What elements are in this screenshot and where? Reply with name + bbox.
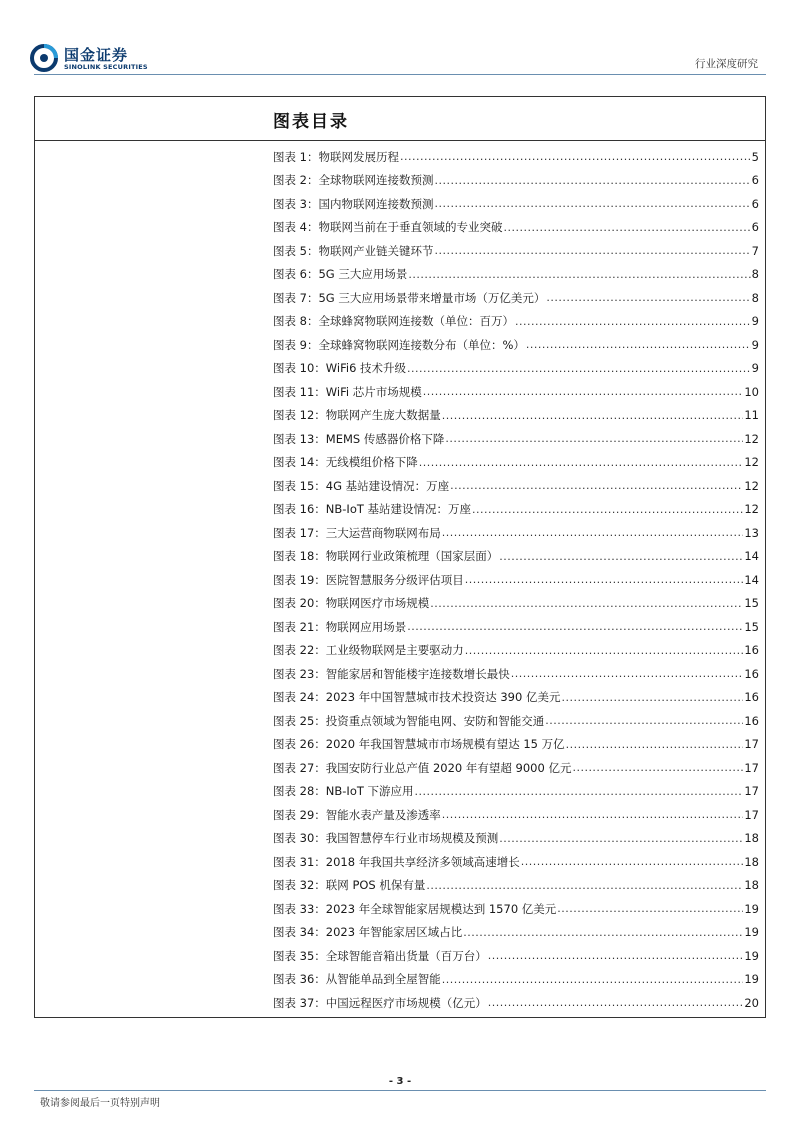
toc-entry-page: 7 [751,243,759,258]
toc-dot-leader [445,432,743,445]
toc-entry-page: 6 [751,196,759,211]
toc-entry[interactable] [273,615,759,639]
toc-entry-label: 图表 23：智能家居和智能楼宇连接数增长最快 [273,666,510,681]
toc-entry-label: 图表 1：物联网发展历程 [273,149,399,164]
header-divider [34,74,766,75]
logo-chinese-name: 国金证券 [64,46,129,64]
toc-entry-page: 9 [751,314,759,329]
toc-dot-leader [557,902,743,915]
toc-entry-page: 6 [751,173,759,188]
toc-dot-leader [488,996,744,1009]
toc-entry-page: 19 [744,901,759,916]
toc-dot-leader [434,244,750,257]
toc-entry[interactable] [273,850,759,874]
toc-title: 图表目录 [273,112,349,132]
toc-entry-label: 图表 14：无线模组价格下降 [273,455,418,470]
toc-entry-page: 14 [744,572,759,587]
toc-dot-leader [472,503,743,516]
toc-entry-label: 图表 27：我国安防行业总产值 2020 年有望超 9000 亿元 [273,760,572,775]
toc-entry[interactable] [273,380,759,404]
toc-dot-leader [408,268,750,281]
toc-entry[interactable] [273,921,759,945]
toc-entry-page: 9 [751,337,759,352]
toc-entry-page: 18 [744,831,759,846]
toc-entry[interactable] [273,286,759,310]
toc-entry-page: 17 [744,760,759,775]
toc-dot-leader [434,174,750,187]
toc-entry-page: 13 [744,525,759,540]
toc-entry[interactable] [273,333,759,357]
toc-entry[interactable] [273,521,759,545]
toc-dot-leader [450,479,743,492]
toc-entry[interactable] [273,239,759,263]
toc-entry-page: 15 [744,596,759,611]
toc-entry[interactable] [273,662,759,686]
toc-entry[interactable] [273,427,759,451]
toc-entry-label: 图表 28：NB-IoT 下游应用 [273,784,414,799]
toc-entry-label: 图表 21：物联网应用场景 [273,619,407,634]
toc-entry-label: 图表 22：工业级物联网是主要驱动力 [273,643,464,658]
toc-dot-leader [572,761,743,774]
toc-entry[interactable] [273,803,759,827]
page-number: - 3 - [388,1076,412,1087]
toc-entry-label: 图表 19：医院智慧服务分级评估项目 [273,572,464,587]
toc-entry[interactable] [273,944,759,968]
toc-entry-page: 19 [744,972,759,987]
toc-dot-leader [415,785,744,798]
toc-entry-page: 6 [751,220,759,235]
toc-entry-page: 19 [744,925,759,940]
toc-entry-page: 5 [751,149,759,164]
toc-entry[interactable] [273,897,759,921]
toc-entry-label: 图表 9：全球蜂窝物联网连接数分布（单位：%） [273,337,525,352]
toc-entry[interactable] [273,216,759,240]
toc-box [34,96,766,1018]
toc-entry-label: 图表 32：联网 POS 机保有量 [273,878,426,893]
toc-entry[interactable] [273,968,759,992]
sinolink-logo-icon [30,44,58,72]
toc-entry-page: 12 [744,502,759,517]
toc-dot-leader [434,197,750,210]
toc-entry[interactable] [273,145,759,169]
toc-entry[interactable] [273,568,759,592]
toc-dot-leader [488,949,744,962]
toc-entry-page: 12 [744,478,759,493]
toc-dot-leader [526,338,751,351]
toc-entry-page: 16 [744,713,759,728]
toc-entry-page: 12 [744,455,759,470]
toc-entry-label: 图表 3：国内物联网连接数预测 [273,196,434,211]
toc-entry-page: 11 [744,408,759,423]
toc-entry-label: 图表 34：2023 年智能家居区域占比 [273,925,463,940]
toc-dot-leader [430,597,743,610]
toc-entry[interactable] [273,592,759,616]
toc-entry-label: 图表 18：物联网行业政策梳理（国家层面） [273,549,499,564]
toc-dot-leader [463,926,743,939]
footer-divider [34,1090,766,1091]
toc-entry-page: 12 [744,431,759,446]
toc-entry-page: 17 [744,784,759,799]
toc-entry-label: 图表 8：全球蜂窝物联网连接数（单位：百万） [273,314,514,329]
toc-entry-label: 图表 2：全球物联网连接数预测 [273,173,434,188]
toc-dot-leader [465,573,744,586]
toc-entry[interactable] [273,263,759,287]
toc-entry-label: 图表 12：物联网产生庞大数据量 [273,408,441,423]
toc-entry[interactable] [273,639,759,663]
toc-entry-label: 图表 7：5G 三大应用场景带来增量市场（万亿美元） [273,290,546,305]
toc-entry-label: 图表 26：2020 年我国智慧城市市场规模有望达 15 万亿 [273,737,565,752]
toc-dot-leader [442,409,744,422]
toc-title-row [35,97,765,141]
toc-entry[interactable] [273,709,759,733]
toc-dot-leader [499,550,743,563]
toc-entry-label: 图表 35：全球智能音箱出货量（百万台） [273,948,487,963]
toc-entry-page: 17 [744,807,759,822]
toc-entry[interactable] [273,756,759,780]
company-logo [30,42,160,76]
toc-entry[interactable] [273,686,759,710]
toc-entry-page: 18 [744,854,759,869]
toc-entry-label: 图表 17：三大运营商物联网布局 [273,525,441,540]
toc-entry-label: 图表 10：WiFi6 技术升级 [273,361,407,376]
toc-entry[interactable] [273,169,759,193]
toc-entry-label: 图表 33：2023 年全球智能家居规模达到 1570 亿美元 [273,901,557,916]
toc-entry[interactable] [273,357,759,381]
toc-entry-label: 图表 37：中国远程医疗市场规模（亿元） [273,995,487,1010]
toc-dot-leader [561,691,743,704]
toc-entry-page: 8 [751,290,759,305]
toc-dot-leader [566,738,744,751]
toc-dot-leader [442,526,744,539]
toc-entry-page: 8 [751,267,759,282]
toc-entry-label: 图表 20：物联网医疗市场规模 [273,596,430,611]
toc-dot-leader [423,385,744,398]
toc-entry-page: 16 [744,690,759,705]
toc-entry[interactable] [273,404,759,428]
toc-entry[interactable] [273,192,759,216]
toc-dot-leader [426,879,743,892]
toc-entry-label: 图表 29：智能水表产量及渗透率 [273,807,441,822]
toc-dot-leader [407,620,743,633]
toc-dot-leader [503,221,750,234]
toc-entry[interactable] [273,991,759,1015]
toc-entry-label: 图表 24：2023 年中国智慧城市技术投资达 390 亿美元 [273,690,561,705]
toc-entry-page: 15 [744,619,759,634]
toc-entry-label: 图表 25：投资重点领域为智能电网、安防和智能交通 [273,713,545,728]
toc-entry-page: 9 [751,361,759,376]
toc-entry[interactable] [273,451,759,475]
toc-entry-page: 16 [744,643,759,658]
toc-entry-label: 图表 36：从智能单品到全屋智能 [273,972,441,987]
toc-entry-label: 图表 30：我国智慧停车行业市场规模及预测 [273,831,499,846]
document-type: 行业深度研究 [695,58,758,70]
logo-english-name: SINOLINK SECURITIES [64,63,148,71]
toc-dot-leader [515,315,751,328]
toc-entry[interactable] [273,310,759,334]
toc-entry[interactable] [273,780,759,804]
toc-dot-leader [442,808,744,821]
toc-dot-leader [442,973,744,986]
toc-entry-label: 图表 6：5G 三大应用场景 [273,267,408,282]
toc-dot-leader [521,855,744,868]
toc-list [273,145,759,1015]
toc-entry-label: 图表 31：2018 年我国共享经济多领域高速增长 [273,854,520,869]
toc-dot-leader [400,150,751,163]
toc-entry[interactable] [273,827,759,851]
toc-entry-label: 图表 11：WiFi 芯片市场规模 [273,384,422,399]
toc-entry[interactable] [273,474,759,498]
toc-entry-label: 图表 5：物联网产业链关键环节 [273,243,434,258]
toc-dot-leader [511,667,744,680]
toc-entry-page: 19 [744,948,759,963]
toc-entry-page: 14 [744,549,759,564]
toc-entry-label: 图表 16：NB-IoT 基站建设情况：万座 [273,502,472,517]
toc-dot-leader [545,714,743,727]
toc-entry[interactable] [273,733,759,757]
toc-dot-leader [407,362,751,375]
page-header [0,0,800,80]
toc-entry[interactable] [273,498,759,522]
toc-entry-page: 17 [744,737,759,752]
toc-dot-leader [465,644,744,657]
toc-entry[interactable] [273,874,759,898]
toc-entry[interactable] [273,545,759,569]
toc-entry-page: 10 [744,384,759,399]
toc-entry-page: 18 [744,878,759,893]
toc-entry-label: 图表 4：物联网当前在于垂直领域的专业突破 [273,220,503,235]
toc-entry-label: 图表 15：4G 基站建设情况：万座 [273,478,450,493]
toc-dot-leader [546,291,750,304]
toc-entry-label: 图表 13：MEMS 传感器价格下降 [273,431,445,446]
toc-dot-leader [419,456,744,469]
toc-entry-page: 16 [744,666,759,681]
toc-dot-leader [499,832,743,845]
footer-disclaimer: 敬请参阅最后一页特别声明 [40,1098,160,1109]
toc-entry-page: 20 [744,995,759,1010]
